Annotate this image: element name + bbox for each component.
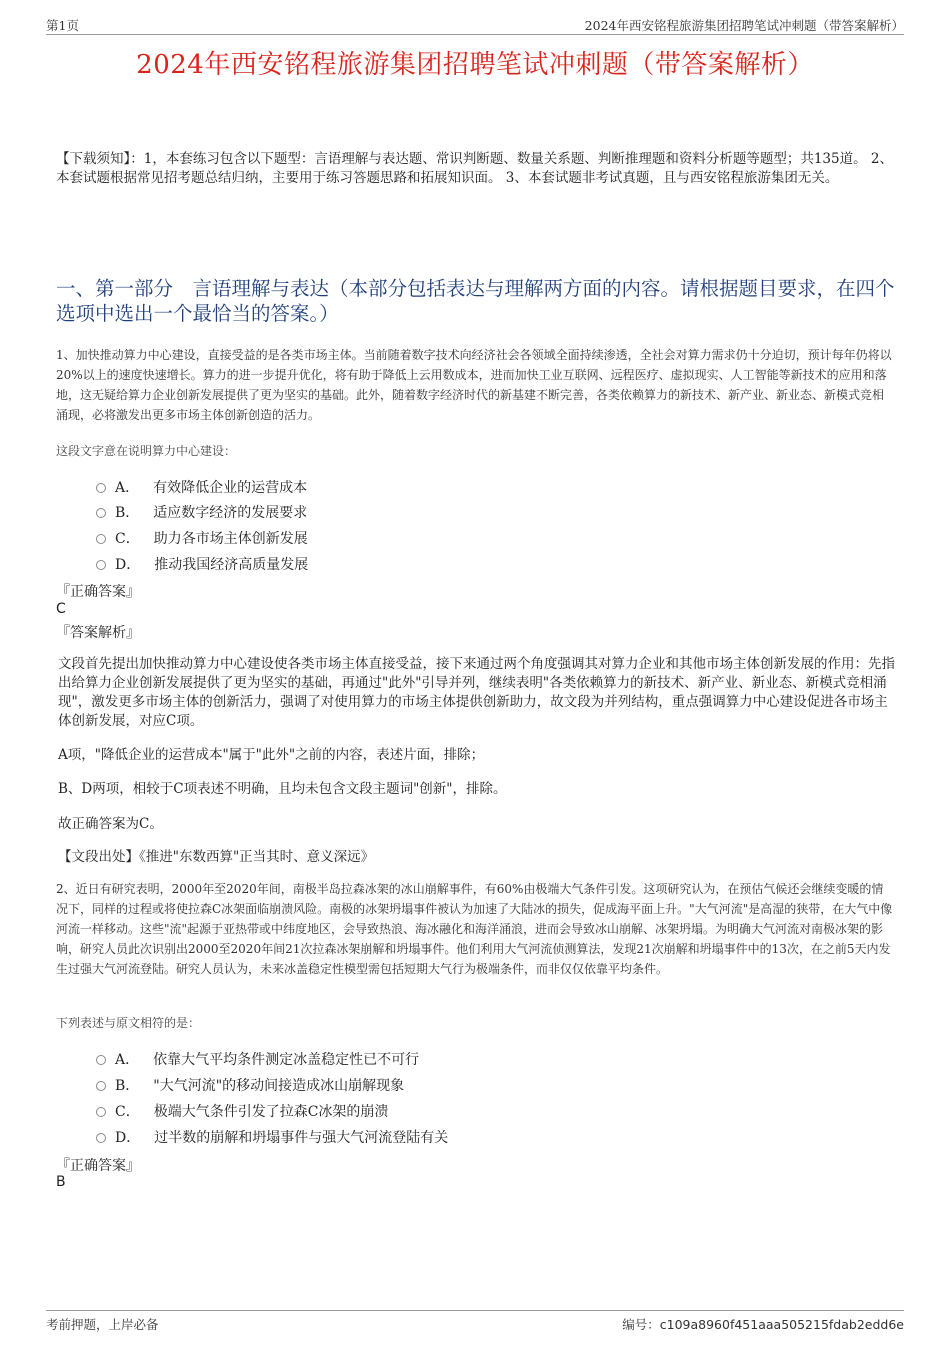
question-1-source: 【文段出处】《推进"东数西算"正当其时、意义深远》 bbox=[58, 849, 375, 865]
option-key: B． bbox=[115, 505, 140, 521]
radio-icon[interactable] bbox=[96, 1055, 106, 1065]
question-1-note-bd: B、D两项，相较于C项表述不明确，且均未包含文段主题词"创新"，排除。 bbox=[58, 781, 507, 797]
radio-icon[interactable] bbox=[96, 560, 106, 570]
option-text: 有效降低企业的运营成本 bbox=[153, 480, 308, 496]
question-1-answer-label: 『正确答案』 bbox=[56, 584, 140, 600]
section-title: 一、第一部分 言语理解与表达（本部分包括表达与理解两方面的内容。请根据题目要求，在四个选项中选出一个最恰当的答案。） bbox=[56, 277, 895, 325]
question-2-prompt: 下列表述与原文相符的是： bbox=[56, 1016, 201, 1030]
question-1-answer: C bbox=[56, 601, 66, 617]
page-number: 第1页 bbox=[46, 18, 79, 33]
footer-code bbox=[622, 1315, 904, 1333]
footer-slogan: 考前押题，上岸必备 bbox=[46, 1317, 159, 1332]
radio-icon[interactable] bbox=[96, 534, 106, 544]
question-2-text: 2、近日有研究表明，2000年至2020年间，南极半岛拉森冰架的冰山崩解事件，有60%由极端大气条件引发。这项研究认为，在预估气候还会继续变暖的情况下，同样的过程或将使拉森C冰架面临崩溃风险。南极的冰架坍塌事件被认为加速了大陆冰的损失，促成海平面上升。"大气河流"是高湿的狭带，在大气中像河流一样移动。这些"流"起源于亚热带或中纬度地区，会导致热浪、海冰融化和海洋涌浪，进而会导致冰山崩解、冰架坍塌。为明确大气河流对南极冰架的影响，研究人员此次识别出2000至2020年间21次拉森冰架崩解和坍塌事件。他们利用大气河流侦测算法，发现21次崩解和坍塌事件中的13次，在之前5天内发生过强大气河流登陆。研究人员认为，未来冰盖稳定性模型需包括短期大气行为极端条件，而非仅仅依靠平均条件。 bbox=[56, 882, 893, 976]
radio-icon[interactable] bbox=[96, 483, 106, 493]
question-2-option-d[interactable] bbox=[96, 1127, 448, 1147]
page-header bbox=[46, 14, 904, 35]
radio-icon[interactable] bbox=[96, 1081, 106, 1091]
question-2-option-a[interactable] bbox=[96, 1049, 419, 1069]
question-1-analysis-label: 『答案解析』 bbox=[56, 625, 140, 641]
radio-icon[interactable] bbox=[96, 1133, 106, 1143]
footer-code-label: 编号： bbox=[622, 1317, 660, 1332]
option-key: D． bbox=[115, 1130, 141, 1146]
radio-icon[interactable] bbox=[96, 508, 106, 518]
footer-code-value: c109a8960f451aaa505215fdab2edd6e bbox=[659, 1317, 904, 1332]
question-1-prompt: 这段文字意在说明算力中心建设： bbox=[56, 444, 237, 458]
question-2-option-c[interactable] bbox=[96, 1101, 388, 1121]
option-text: 推动我国经济高质量发展 bbox=[154, 557, 309, 573]
option-text: 助力各市场主体创新发展 bbox=[153, 531, 308, 547]
document-title: 2024年西安铭程旅游集团招聘笔试冲刺题（带答案解析） bbox=[136, 50, 814, 80]
option-text: 极端大气条件引发了拉森C冰架的崩溃 bbox=[153, 1104, 389, 1120]
option-key: B． bbox=[115, 1078, 140, 1094]
option-text: "大气河流"的移动间接造成冰山崩解现象 bbox=[153, 1078, 405, 1094]
question-2-option-b[interactable] bbox=[96, 1075, 404, 1095]
option-key: C． bbox=[115, 1104, 140, 1120]
page-footer bbox=[46, 1310, 904, 1333]
question-1-option-c[interactable] bbox=[96, 528, 308, 548]
option-key: A． bbox=[115, 480, 140, 496]
question-1-text: 1、加快推动算力中心建设，直接受益的是各类市场主体。当前随着数字技术向经济社会各领域全面持续渗透，全社会对算力需求仍十分迫切，预计每年仍将以20%以上的速度快速增长。算力的进一步提升优化，将有助于降低上云用数成本，进而加快工业互联网、远程医疗、虚拟现实、人工智能等新技术的应用和落地，这无疑给算力企业创新发展提供了更为坚实的基础。此外，随着数字经济时代的新基建不断完善，各类依赖算力的新技术、新产业、新业态、新模式竞相涌现，必将激发出更多市场主体创新创造的活力。 bbox=[56, 348, 892, 422]
option-key: C． bbox=[115, 531, 140, 547]
radio-icon[interactable] bbox=[96, 1107, 106, 1117]
question-1-analysis: 文段首先提出加快推动算力中心建设使各类市场主体直接受益，接下来通过两个角度强调其对算力企业和其他市场主体创新发展的作用：先指出给算力企业创新发展提供了更为坚实的基础，再通过"此外"引导并列，继续表明"各类依赖算力的新技术、新产业、新业态、新模式竞相涌现"，激发更多市场主体的创新活力，强调了对使用算力的市场主体提供创新助力，故文段为并列结构，重点强调算力中心建设促进各市场主体创新发展，对应C项。 bbox=[58, 656, 895, 729]
header-doc-title: 2024年西安铭程旅游集团招聘笔试冲刺题（带答案解析） bbox=[584, 18, 904, 33]
question-2-answer-label: 『正确答案』 bbox=[56, 1158, 140, 1174]
question-1-note-a: A项，"降低企业的运营成本"属于"此外"之前的内容，表述片面，排除； bbox=[58, 747, 485, 763]
question-1-option-a[interactable] bbox=[96, 477, 307, 497]
download-notice: 【下载须知】：1，本套练习包含以下题型：言语理解与表达题、常识判断题、数量关系题、判断推理题和资料分析题等题型；共135道。 2、本套试题根据常见招考题总结归纳，主要用于练习答题思路和拓展知识面。 3、本套试题非考试真题，且与西安铭程旅游集团无关。 bbox=[56, 151, 893, 186]
question-1-conclusion: 故正确答案为C。 bbox=[58, 816, 163, 832]
question-1-option-d[interactable] bbox=[96, 554, 308, 574]
option-text: 过半数的崩解和坍塌事件与强大气河流登陆有关 bbox=[154, 1130, 449, 1146]
question-1-option-b[interactable] bbox=[96, 502, 307, 522]
option-key: D． bbox=[115, 557, 141, 573]
question-2-answer: B bbox=[56, 1174, 66, 1190]
option-text: 依靠大气平均条件测定冰盖稳定性已不可行 bbox=[153, 1052, 420, 1068]
option-key: A． bbox=[115, 1052, 140, 1068]
option-text: 适应数字经济的发展要求 bbox=[153, 505, 308, 521]
